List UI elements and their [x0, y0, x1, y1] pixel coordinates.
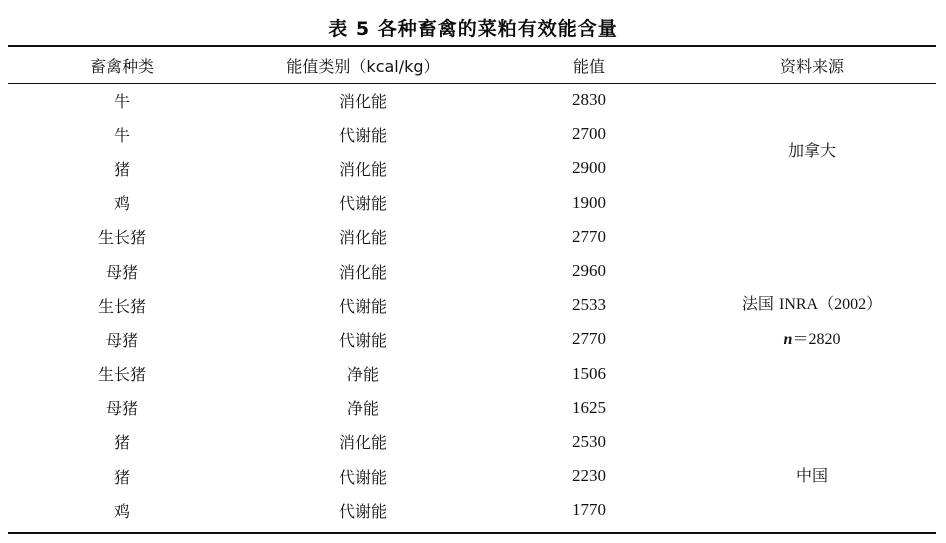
table-caption: 表 5 各种畜禽的菜粕有效能含量 — [328, 18, 618, 40]
cell-energy-type: 代谢能 — [338, 296, 387, 316]
cell-energy-value: 1506 — [572, 363, 606, 383]
cell-energy-type: 代谢能 — [338, 330, 387, 350]
cell-energy-type: 代谢能 — [338, 194, 387, 214]
cell-energy-value: 2770 — [572, 226, 606, 246]
source-france-n-value: ＝2820 — [792, 331, 841, 349]
cell-energy-type: 消化能 — [338, 159, 387, 179]
cell-animal: 牛 — [113, 91, 130, 111]
cell-animal: 猪 — [113, 433, 130, 453]
table-row — [8, 220, 936, 254]
cell-energy-value: 2230 — [572, 466, 606, 486]
source-france-line1 — [688, 287, 936, 322]
cell-energy-type: 消化能 — [338, 433, 387, 453]
cell-energy-value: 2770 — [572, 329, 606, 349]
cell-energy-value: 2700 — [572, 124, 606, 144]
cell-energy-value: 2900 — [572, 158, 606, 178]
header-energy-value: 能值 — [572, 56, 605, 76]
table-header-row — [8, 47, 936, 83]
cell-energy-type: 消化能 — [338, 91, 387, 111]
cell-animal: 生长猪 — [97, 365, 146, 385]
cell-animal: 鸡 — [113, 501, 130, 521]
cell-energy-type: 代谢能 — [338, 467, 387, 487]
source-france-prefix: 法国 — [741, 294, 779, 314]
table-row — [8, 83, 936, 117]
cell-energy-type: 净能 — [346, 365, 379, 385]
header-source: 资料来源 — [779, 56, 844, 76]
cell-source-france — [688, 220, 936, 425]
cell-energy-type: 消化能 — [338, 228, 387, 248]
cell-animal: 母猪 — [105, 399, 138, 419]
cell-animal: 母猪 — [105, 262, 138, 282]
cell-energy-value: 2830 — [572, 90, 606, 110]
source-france-org: INRA（2002） — [778, 296, 883, 314]
table-row — [8, 425, 936, 459]
cell-energy-value: 1625 — [572, 397, 606, 417]
header-energy-type: 能值类别（kcal/kg） — [286, 56, 440, 76]
source-france-n-label: n — [783, 331, 793, 349]
table-bottom-rule — [8, 532, 936, 534]
cell-animal: 鸡 — [113, 194, 130, 214]
cell-energy-value: 2533 — [572, 295, 606, 315]
cell-animal: 生长猪 — [97, 296, 146, 316]
cell-animal: 牛 — [113, 125, 130, 145]
cell-energy-type: 消化能 — [338, 262, 387, 282]
cell-animal: 母猪 — [105, 330, 138, 350]
cell-energy-type: 代谢能 — [338, 125, 387, 145]
cell-energy-value: 1900 — [572, 192, 606, 212]
cell-animal: 生长猪 — [97, 228, 146, 248]
header-animal: 畜禽种类 — [89, 56, 154, 76]
cell-energy-value: 1770 — [572, 500, 606, 520]
cell-animal: 猪 — [113, 467, 130, 487]
cell-energy-value: 2960 — [572, 261, 606, 281]
cell-energy-type: 净能 — [346, 399, 379, 419]
cell-energy-type: 代谢能 — [338, 501, 387, 521]
cell-energy-value: 2530 — [572, 431, 606, 451]
cell-source-china: 中国 — [795, 466, 828, 486]
source-france-line2 — [688, 322, 936, 357]
cell-source-canada: 加拿大 — [787, 141, 836, 161]
cell-animal: 猪 — [113, 159, 130, 179]
energy-table — [8, 47, 936, 527]
